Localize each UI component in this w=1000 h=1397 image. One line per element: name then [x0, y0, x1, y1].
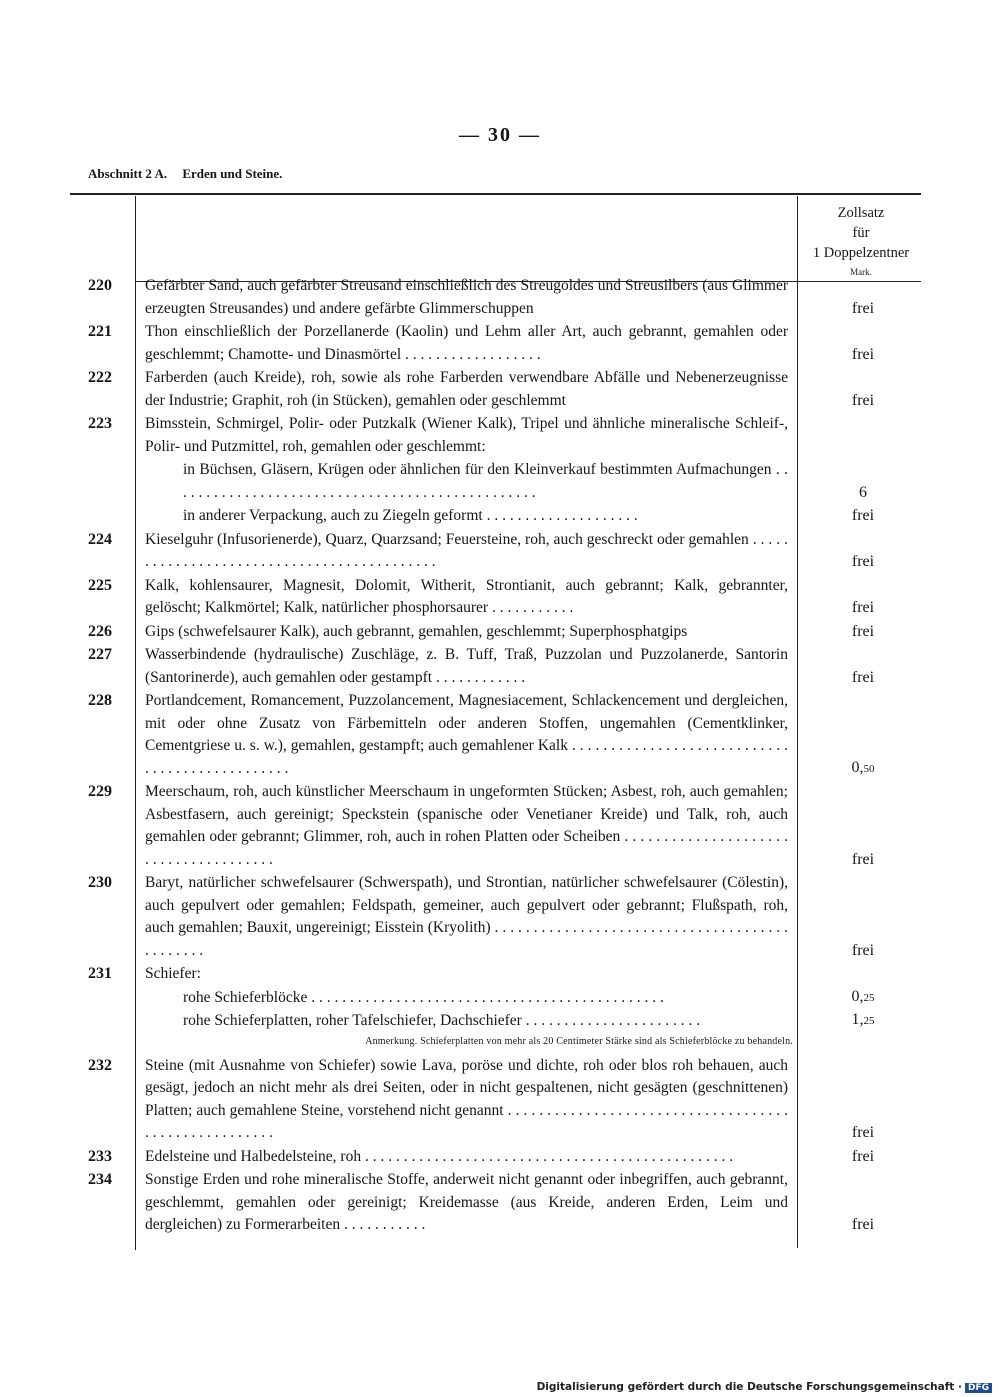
tariff-row-232 [0, 1055, 1000, 1145]
tariff-rate: frei [851, 1147, 875, 1165]
tariff-number: 229 [88, 783, 112, 800]
tariff-number: 226 [88, 622, 112, 640]
tariff-number: 227 [88, 646, 112, 663]
section-title: Erden und Steine. [182, 166, 283, 181]
tariff-subrow-223a [0, 459, 1000, 504]
tariff-sub-text: rohe Schieferplatten, roher Tafelschiefer, Dachschiefer [183, 1012, 522, 1029]
tariff-row-221 [0, 321, 1000, 366]
tariff-description: Baryt, natürlicher schwefelsaurer (Schwerspath), und Strontian, natürlicher schwefelsaurer (Cölestin), auch gepulvert oder gemahlen; Feldspath, gemeiner, auch gepulvert oder gebrannt; Flußspath, roh, auch gemahlen; Bauxit, ungereinigt; Eisstein (Kryolith) . . . . . . . . . . . . . . . . . . . . . . . . . . . . . . . . . . . . . . . . . . . . . . [145, 874, 788, 959]
tariff-description: Gips (schwefelsaurer Kalk), auch gebrannt, gemahlen, geschlemmt; Superphosphatgips [145, 622, 688, 640]
tariff-row-231 [0, 963, 1000, 986]
section-header [88, 166, 282, 182]
tariff-description: Schiefer: [145, 965, 201, 982]
tariff-sub-description: rohe Schieferplatten, roher Tafelschiefer, Dachschiefer . . . . . . . . . . . . . . . . . . . . . . . [183, 1012, 701, 1029]
tariff-description: Gefärbter Sand, auch gefärbter Streusand einschließlich des Streugoldes und Streusilbers (aus Glimmer erzeugten Streusandes) und andere gefärbte Glimmerschuppen [145, 277, 788, 317]
tariff-subrow-231b [0, 1010, 1000, 1033]
tariff-rate: frei [851, 941, 875, 959]
tariff-description: Edelsteine und Halbedelsteine, roh . . . . . . . . . . . . . . . . . . . . . . . . . . . . . . . . . . . . . . . . . . . . . . . . [145, 1147, 734, 1165]
tariff-sub-text: in Büchsen, Gläsern, Krügen oder ähnlichen für den Kleinverkauf bestimmten Aufmachungen [183, 461, 772, 478]
tariff-row-228 [0, 690, 1000, 780]
tariff-rate: frei [851, 668, 875, 686]
rate-header-line2: für [852, 225, 870, 241]
tariff-row-220 [0, 275, 1000, 320]
rate-integer: 1 [851, 1011, 860, 1028]
tariff-row-227 [0, 644, 1000, 689]
tariff-rate: frei [851, 1124, 875, 1141]
rate-header-unit: Mark. [850, 267, 872, 277]
tariff-row-223 [0, 413, 1000, 458]
tariff-rate: 6 [859, 483, 867, 501]
tariff-rate: frei [851, 345, 875, 363]
top-rule [70, 193, 921, 195]
tariff-description: Farberden (auch Kreide), roh, sowie als rohe Farberden verwendbare Abfälle und Nebenerzeugnisse der Industrie; Graphit, roh (in Stücken), gemahlen oder geschlemmt [145, 369, 788, 409]
tariff-description: Kalk, kohlensaurer, Magnesit, Dolomit, Witherit, Strontianit, auch gebrannt; Kalk, gebrannter, gelöscht; Kalkmörtel; Kalk, natürlicher phosphorsaurer . . . . . . . . . . . [145, 576, 788, 616]
tariff-row-224 [0, 529, 1000, 574]
rate-header-line1: Zollsatz [837, 205, 885, 221]
tariff-row-230 [0, 872, 1000, 962]
tariff-description: Bimsstein, Schmirgel, Polir- oder Putzkalk (Wiener Kalk), Tripel und ähnliche mineralische Schleif-, Polir- und Putzmittel, roh, gemahlen oder geschlemmt: [145, 415, 788, 455]
tariff-row-225 [0, 575, 1000, 620]
page-number: — 30 — [459, 124, 541, 146]
tariff-description: Wasserbindende (hydraulische) Zuschläge, z. B. Tuff, Traß, Puzzolan und Puzzolanerde, Santorin (Santorinerde), auch gemahlen oder gestampft . . . . . . . . . . . . [145, 646, 788, 686]
tariff-rate: frei [851, 391, 875, 409]
tariff-number: 230 [88, 874, 112, 891]
tariff-description: Thon einschließlich der Porzellanerde (Kaolin) und Lehm aller Art, auch gebrannt, gemahlen oder geschlemmt; Chamotte- und Dinasmörtel . . . . . . . . . . . . . . . . . . [145, 323, 788, 363]
tariff-row-229 [0, 781, 1000, 871]
footer-text: Digitalisierung gefördert durch die Deutsche Forschungsgemeinschaft · [536, 1381, 962, 1393]
tariff-description-text: Steine (mit Ausnahme von Schiefer) sowie Lava, poröse und dichte, roh oder blos roh behauen, auch gesägt, jedoch an nicht mehr als drei Seiten, oder in nicht gespaltenen, nicht gesägten (geschnittenen) Platten; auch gemahlene Steine, vorstehend nicht genannt [145, 1056, 788, 1119]
tariff-rate: 0,50 [851, 758, 875, 776]
rate-integer: 0 [851, 987, 860, 1005]
tariff-rate: 1,25 [851, 1011, 875, 1028]
tariff-rate: frei [851, 622, 875, 640]
tariff-rate: frei [851, 507, 875, 524]
tariff-description-text: Baryt, natürlicher schwefelsaurer (Schwerspath), und Strontian, natürlicher schwefelsaurer (Cölestin), auch gepulvert oder gemahlen; Feldspath, gemeiner, auch gepulvert oder gebrannt; Flußspath, roh, auch gemahlen; Bauxit, ungereinigt; Eisstein (Kryolith) [145, 874, 788, 936]
tariff-sub-description: in anderer Verpackung, auch zu Ziegeln geformt . . . . . . . . . . . . . . . . . . . . [183, 507, 638, 524]
tariff-description-text: Meerschaum, roh, auch künstlicher Meerschaum in ungeformten Stücken; Asbest, roh, auch gemahlen; Asbestfasern, auch gereinigt; Speckstein (spanische oder Venetianer Kreide) und Talk, roh, auch gemahlen oder gebrannt; Glimmer, roh, auch in rohen Platten oder Scheiben [145, 783, 788, 845]
rate-integer: 0 [851, 758, 860, 776]
section-label: Abschnitt 2 A. [88, 166, 168, 181]
rate-decimal: 25 [863, 1015, 875, 1027]
digitization-footer [537, 1381, 992, 1393]
tariff-number: 225 [88, 576, 112, 594]
tariff-description: Meerschaum, roh, auch künstlicher Meerschaum in ungeformten Stücken; Asbest, roh, auch gemahlen; Asbestfasern, auch gereinigt; Speckstein (spanische oder Venetianer Kreide) und Talk, roh, auch gemahlen oder gebrannt; Glimmer, roh, auch in rohen Platten oder Scheiben . . . . . . . . . . . . . . . . . . . . . . . . . . . . . . . . . . . . . . [145, 783, 789, 868]
tariff-sub-description: in Büchsen, Gläsern, Krügen oder ähnlichen für den Kleinverkauf bestimmten Aufmachungen . . . . . . . . . . . . . . . . . . . . . . . . . . . . . . . . . . . . . . . . . . . . . . . . [183, 461, 788, 501]
tariff-description-text: Wasserbindende (hydraulische) Zuschläge, z. B. Tuff, Traß, Puzzolan und Puzzolanerde, Santorin (Santorinerde), auch gemahlen oder gestampft [145, 646, 788, 686]
tariff-description: Sonstige Erden und rohe mineralische Stoffe, anderweit nicht genannt oder inbegriffen, auch gebrannt, geschlemmt, gemahlen oder gereinigt; Kreidemasse (aus Kreide, anderen Erden, Leim und dergleichen) zu Formerarbeiten . . . . . . . . . . . [145, 1171, 788, 1233]
tariff-subrow-223b [0, 505, 1000, 528]
tariff-subrow-231a [0, 987, 1000, 1010]
tariff-sub-text: rohe Schieferblöcke [183, 988, 308, 1006]
tariff-description-text: Portlandcement, Romancement, Puzzolancement, Magnesiacement, Schlackencement und dergleichen, mit oder ohne Zusatz von Färbemitteln oder anderen Stoffen, ungemahlen (Cementklinker, Cementgriese u. s. w.), gemahlen, gestampft; auch gemahlener Kalk [145, 692, 788, 754]
tariff-description: Steine (mit Ausnahme von Schiefer) sowie Lava, poröse und dichte, roh oder blos roh behauen, auch gesägt, jedoch an nicht mehr als drei Seiten, oder in nicht gespaltenen, nicht gesägten (geschnittenen) Platten; auch gemahlene Steine, vorstehend nicht genannt . . . . . . . . . . . . . . . . . . . . . . . . . . . . . . . . . . . . . . . . . . . . . . . . . . . . . [145, 1056, 789, 1141]
tariff-number: 232 [88, 1056, 112, 1074]
tariff-sub-text: in anderer Verpackung, auch zu Ziegeln geformt [183, 507, 483, 524]
tariff-description-text: Thon einschließlich der Porzellanerde (Kaolin) und Lehm aller Art, auch gebrannt, gemahlen oder geschlemmt; Chamotte- und Dinasmörtel [145, 323, 788, 363]
rate-decimal: 25 [863, 991, 875, 1004]
tariff-rate: frei [851, 1216, 875, 1233]
tariff-description-text: Kieselguhr (Infusorienerde), Quarz, Quarzsand; Feuersteine, roh, auch geschreckt oder gemahlen [145, 530, 749, 548]
tariff-number: 224 [88, 530, 112, 548]
tariff-description-text: Sonstige Erden und rohe mineralische Stoffe, anderweit nicht genannt oder inbegriffen, auch gebrannt, geschlemmt, gemahlen oder gereinigt; Kreidemasse (aus Kreide, anderen Erden, Leim und dergleichen) zu Formerarbeiten [145, 1171, 788, 1233]
tariff-row-222 [0, 367, 1000, 412]
tariff-row-226 [0, 621, 1000, 644]
rate-header-line3: 1 Doppelzentner [812, 245, 910, 261]
rate-column-header [800, 203, 922, 279]
tariff-table [0, 275, 1000, 1238]
tariff-description: Portlandcement, Romancement, Puzzolancement, Magnesiacement, Schlackencement und dergleichen, mit oder ohne Zusatz von Färbemitteln oder anderen Stoffen, ungemahlen (Cementklinker, Cementgriese u. s. w.), gemahlen, gestampft; auch gemahlener Kalk . . . . . . . . . . . . . . . . . . . . . . . . . . . . . . . . . . . . . . . . . . . . . . . [145, 692, 789, 777]
tariff-number: 221 [88, 323, 112, 340]
tariff-number: 231 [88, 965, 112, 982]
dfg-logo: DFG [965, 1383, 992, 1393]
tariff-number: 228 [88, 692, 112, 709]
tariff-number: 220 [88, 277, 112, 294]
tariff-number: 222 [88, 369, 112, 386]
tariff-rate: frei [851, 553, 875, 570]
tariff-number: 223 [88, 415, 112, 432]
tariff-description-text: Edelsteine und Halbedelsteine, roh [145, 1147, 362, 1165]
tariff-number: 234 [88, 1171, 112, 1188]
tariff-rate: frei [851, 599, 875, 616]
tariff-sub-description: rohe Schieferblöcke . . . . . . . . . . . . . . . . . . . . . . . . . . . . . . . . . . . . . . . . . . . . . . [183, 988, 664, 1006]
tariff-rate: 0,25 [851, 987, 875, 1005]
tariff-row-233 [0, 1146, 1000, 1169]
tariff-description: Kieselguhr (Infusorienerde), Quarz, Quarzsand; Feuersteine, roh, auch geschreckt oder gemahlen . . . . . . . . . . . . . . . . . . . . . . . . . . . . . . . . . . . . . . . . . . . [145, 530, 788, 570]
tariff-description-text: Kalk, kohlensaurer, Magnesit, Dolomit, Witherit, Strontianit, auch gebrannt; Kalk, gebrannter, gelöscht; Kalkmörtel; Kalk, natürlicher phosphorsaurer [145, 576, 788, 616]
tariff-rate: frei [851, 299, 875, 317]
tariff-rate: frei [851, 850, 875, 868]
tariff-number: 233 [88, 1147, 112, 1165]
rate-decimal: 50 [863, 762, 875, 775]
tariff-note: Anmerkung. Schieferplatten von mehr als 20 Centimeter Stärke sind als Schieferblöcke zu behandeln. [365, 1035, 793, 1047]
tariff-row-234 [0, 1169, 1000, 1237]
